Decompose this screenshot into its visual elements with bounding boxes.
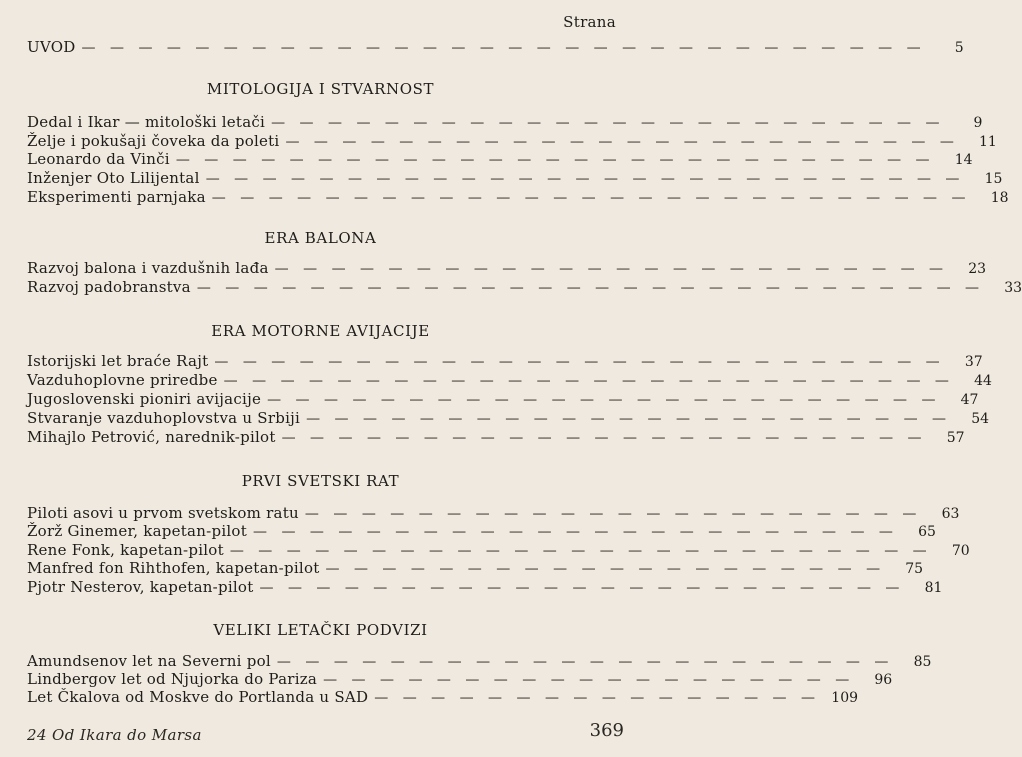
entry-page-number: 57 [946,430,965,446]
entry-title: Amundsenov let na Severni pol [27,652,271,670]
toc-entry [27,558,924,578]
entry-page-number: 11 [979,134,997,150]
page-column-label: Strana [563,13,616,31]
leader-dashes: — — — — — — — — — — — — — — — — — — — — — — — — [285,134,959,150]
entry-title: Dedal i Ikar — mitološki letači [27,113,266,131]
entry-title: Mihajlo Petrović, narednik-pilot [27,428,276,446]
entry-page-number: 63 [941,506,960,522]
entry-title: Vazduhoplovne priredbe [27,371,218,389]
entry-page-number: 85 [913,654,932,670]
leader-dashes: — — — — — — — — — — — — — — — — — — — — [325,561,886,577]
section-title: ERA MOTORNE AVIJACIJE [211,322,430,340]
entry-title: Jugoslovenski pioniri avijacije [27,390,262,408]
leader-dashes: — — — — — — — — — — — — — — — — — — — — — — — — — — — — — — [81,40,926,56]
leader-dashes: — — — — — — — — — — — — — — — — — — — — — — — — — [229,543,932,559]
leader-dashes: — — — — — — — — — — — — — — — — — — — — — — — — — — — [175,152,935,168]
footer-page-number: 369 [589,720,624,741]
section-title: PRVI SVETSKI RAT [241,472,400,490]
entry-title: Lindbergov let od Njujorka do Pariza [27,670,318,688]
toc-entry [27,389,979,409]
toc-entry [27,651,932,671]
entry-page-number: 5 [954,40,964,56]
toc-entry [27,277,1022,297]
leader-dashes: — — — — — — — — — — — — — — — — — — — — — — — — — — — [211,190,971,206]
leader-dashes: — — — — — — — — — — — — — — — — — — — — — — — — — — [223,373,954,389]
toc-entry [27,351,983,371]
entry-page-number: 9 [973,115,983,131]
leader-dashes: — — — — — — — — — — — — — — — — — — — — — — — — [271,115,945,131]
leader-dashes: — — — — — — — — — — — — — — — — — — — — — — — [259,580,905,596]
leader-dashes: — — — — — — — — — — — — — — — — — — — — — — — — — — [214,354,945,370]
leader-dashes: — — — — — — — — — — — — — — — — — — — — — — [304,506,922,522]
entry-page-number: 33 [1004,280,1022,296]
entry-page-number: 18 [990,190,1009,206]
entry-page-number: 96 [874,672,893,688]
entry-page-number: 65 [918,524,936,540]
entry-page-number: 44 [974,373,992,389]
toc-entry [27,112,983,132]
entry-title: Eksperimenti parnjaka [27,188,206,206]
entry-page-number: 54 [971,411,990,427]
section-title: VELIKI LETAČKI PODVIZI [213,621,428,639]
leader-dashes: — — — — — — — — — — — — — — — — — — — [323,672,855,688]
entry-title: Stvaranje vazduhoplovstva u Srbiji [27,409,301,427]
entry-title: Leonardo da Vinči [27,150,170,168]
toc-entry [27,149,973,169]
leader-dashes: — — — — — — — — — — — — — — — — — — — — — — — [253,524,898,540]
leader-dashes: — — — — — — — — — — — — — — — — — — — — — — — [281,430,927,446]
toc-entry [27,503,960,523]
entry-title: Let Čkalova od Moskve do Portlanda u SAD [27,688,369,706]
entry-title: Pjotr Nesterov, kapetan-pilot [27,578,254,596]
toc-entry-intro [27,37,964,57]
leader-dashes: — — — — — — — — — — — — — — — — — — — — — — — — — — — — [196,280,985,296]
leader-dashes: — — — — — — — — — — — — — — — — — — — — — — — — [274,261,949,277]
toc-entry [27,408,990,428]
entry-title: Manfred fon Rihthofen, kapetan-pilot [27,559,320,577]
toc-entry [27,258,987,278]
leader-dashes: — — — — — — — — — — — — — — — — — — — — — — [276,654,894,670]
toc-entry [27,131,997,151]
leader-dashes: — — — — — — — — — — — — — — — — [374,690,821,706]
toc-entry [27,540,970,560]
leader-dashes: — — — — — — — — — — — — — — — — — — — — — — — — — — — [205,171,965,187]
entry-page-number: 70 [951,543,970,559]
footer-signature: 24 Od Ikara do Marsa [27,726,202,744]
toc-entry [27,168,1003,188]
entry-title: Piloti asovi u prvom svetskom ratu [27,504,299,522]
entry-page-number: 37 [964,354,983,370]
toc-entry [27,521,936,541]
entry-title: Razvoj padobranstva [27,278,191,296]
toc-entry [27,669,893,689]
entry-title: UVOD [27,38,76,56]
entry-title: Žorž Ginemer, kapetan-pilot [27,522,247,540]
toc-entry [27,427,965,447]
entry-page-number: 81 [924,580,943,596]
leader-dashes: — — — — — — — — — — — — — — — — — — — — — — — — [267,392,941,408]
toc-entry [27,187,1009,207]
entry-page-number: 47 [960,392,979,408]
entry-page-number: 75 [905,561,924,577]
leader-dashes: — — — — — — — — — — — — — — — — — — — — — — — [306,411,952,427]
toc-entry [27,370,992,390]
entry-page-number: 15 [984,171,1003,187]
entry-title: Rene Fonk, kapetan-pilot [27,541,224,559]
entry-page-number: 14 [954,152,973,168]
section-title: MITOLOGIJA I STVARNOST [206,80,435,98]
entry-title: Inženjer Oto Lilijental [27,169,200,187]
entry-title: Istorijski let braće Rajt [27,352,209,370]
section-title: ERA BALONA [264,229,377,247]
toc-entry [27,577,943,597]
entry-title: Želje i pokušaji čoveka da poleti [27,132,280,150]
entry-title: Razvoj balona i vazdušnih lađa [27,259,269,277]
entry-page-number: 23 [968,261,987,277]
toc-entry [27,687,859,707]
entry-page-number: 109 [831,690,859,706]
